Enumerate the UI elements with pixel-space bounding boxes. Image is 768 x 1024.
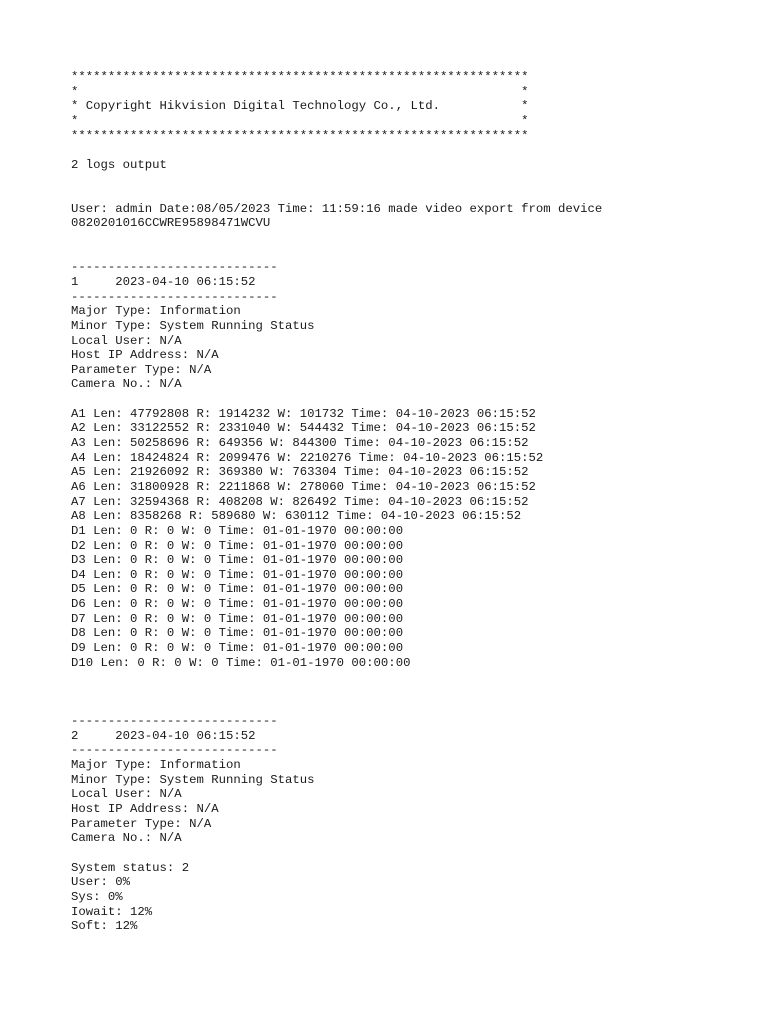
log-field: Minor Type: System Running Status xyxy=(71,318,315,333)
log-detail-line: A2 Len: 33122552 R: 2331040 W: 544432 Time: 04-10-2023 06:15:52 xyxy=(71,421,536,436)
logs-summary: 2 logs output xyxy=(71,157,167,172)
log-field: Minor Type: System Running Status xyxy=(71,772,315,787)
export-info-line: User: admin Date:08/05/2023 Time: 11:59:16 made video export from device xyxy=(71,201,603,216)
log-detail-line: Iowait: 12% xyxy=(71,904,153,919)
spacer xyxy=(71,392,751,407)
banner-line: * * xyxy=(71,113,529,128)
log-field: Parameter Type: N/A xyxy=(71,816,212,831)
log-detail-line: System status: 2 xyxy=(71,860,190,875)
log-detail-line: A3 Len: 50258696 R: 649356 W: 844300 Time: 04-10-2023 06:15:52 xyxy=(71,436,529,451)
log-detail-line: D7 Len: 0 R: 0 W: 0 Time: 01-01-1970 00:00:00 xyxy=(71,611,404,626)
log-detail-line: A7 Len: 32594368 R: 408208 W: 826492 Time: 04-10-2023 06:15:52 xyxy=(71,494,529,509)
log-entry xyxy=(71,260,751,670)
log-detail-line: A8 Len: 8358268 R: 589680 W: 630112 Time: 04-10-2023 06:15:52 xyxy=(71,509,522,524)
log-header: 2 2023-04-10 06:15:52 xyxy=(71,728,256,743)
log-detail-line: A6 Len: 31800928 R: 2211868 W: 278060 Time: 04-10-2023 06:15:52 xyxy=(71,479,536,494)
spacer xyxy=(71,846,751,861)
spacer xyxy=(71,143,751,158)
log-detail-line: D6 Len: 0 R: 0 W: 0 Time: 01-01-1970 00:00:00 xyxy=(71,597,404,612)
spacer xyxy=(71,670,751,685)
log-detail-line: D8 Len: 0 R: 0 W: 0 Time: 01-01-1970 00:00:00 xyxy=(71,626,404,641)
log-detail-line: Sys: 0% xyxy=(71,889,123,904)
log-field: Major Type: Information xyxy=(71,758,241,773)
banner-line: * Copyright Hikvision Digital Technology Co., Ltd. * xyxy=(71,99,529,114)
log-field: Local User: N/A xyxy=(71,787,182,802)
log-detail-line: D3 Len: 0 R: 0 W: 0 Time: 01-01-1970 00:00:00 xyxy=(71,553,404,568)
log-separator: ---------------------------- xyxy=(71,714,278,729)
log-field: Major Type: Information xyxy=(71,304,241,319)
copyright-banner xyxy=(71,70,751,143)
banner-line: * * xyxy=(71,84,529,99)
log-field: Parameter Type: N/A xyxy=(71,362,212,377)
log-header: 1 2023-04-10 06:15:52 xyxy=(71,274,256,289)
log-detail-line: A5 Len: 21926092 R: 369380 W: 763304 Time: 04-10-2023 06:15:52 xyxy=(71,465,529,480)
log-entry xyxy=(71,714,751,934)
spacer xyxy=(71,246,751,261)
log-detail-line: D9 Len: 0 R: 0 W: 0 Time: 01-01-1970 00:00:00 xyxy=(71,640,404,655)
log-field: Local User: N/A xyxy=(71,333,182,348)
log-detail-line: D5 Len: 0 R: 0 W: 0 Time: 01-01-1970 00:00:00 xyxy=(71,582,404,597)
log-separator: ---------------------------- xyxy=(71,743,278,758)
log-detail-line: D1 Len: 0 R: 0 W: 0 Time: 01-01-1970 00:00:00 xyxy=(71,523,404,538)
log-detail-line: D2 Len: 0 R: 0 W: 0 Time: 01-01-1970 00:00:00 xyxy=(71,538,404,553)
banner-line: ************************************************************** xyxy=(71,128,529,143)
log-detail-line: Soft: 12% xyxy=(71,919,138,934)
spacer xyxy=(71,700,751,715)
log-field: Host IP Address: N/A xyxy=(71,348,219,363)
spacer xyxy=(71,172,751,187)
export-device-serial: 0820201016CCWRE95898471WCVU xyxy=(71,216,271,231)
export-info xyxy=(71,202,751,231)
log-detail-line: D4 Len: 0 R: 0 W: 0 Time: 01-01-1970 00:00:00 xyxy=(71,567,404,582)
banner-line: ************************************************************** xyxy=(71,70,529,84)
spacer xyxy=(71,685,751,700)
log-separator: ---------------------------- xyxy=(71,260,278,275)
spacer xyxy=(71,187,751,202)
log-field: Camera No.: N/A xyxy=(71,377,182,392)
log-separator: ---------------------------- xyxy=(71,289,278,304)
log-detail-line: A4 Len: 18424824 R: 2099476 W: 2210276 Time: 04-10-2023 06:15:52 xyxy=(71,450,544,465)
log-field: Host IP Address: N/A xyxy=(71,802,219,817)
spacer xyxy=(71,231,751,246)
log-document xyxy=(71,70,751,934)
log-field: Camera No.: N/A xyxy=(71,831,182,846)
log-detail-line: A1 Len: 47792808 R: 1914232 W: 101732 Time: 04-10-2023 06:15:52 xyxy=(71,406,536,421)
log-detail-line: User: 0% xyxy=(71,875,131,890)
log-detail-line: D10 Len: 0 R: 0 W: 0 Time: 01-01-1970 00:00:00 xyxy=(71,655,411,670)
